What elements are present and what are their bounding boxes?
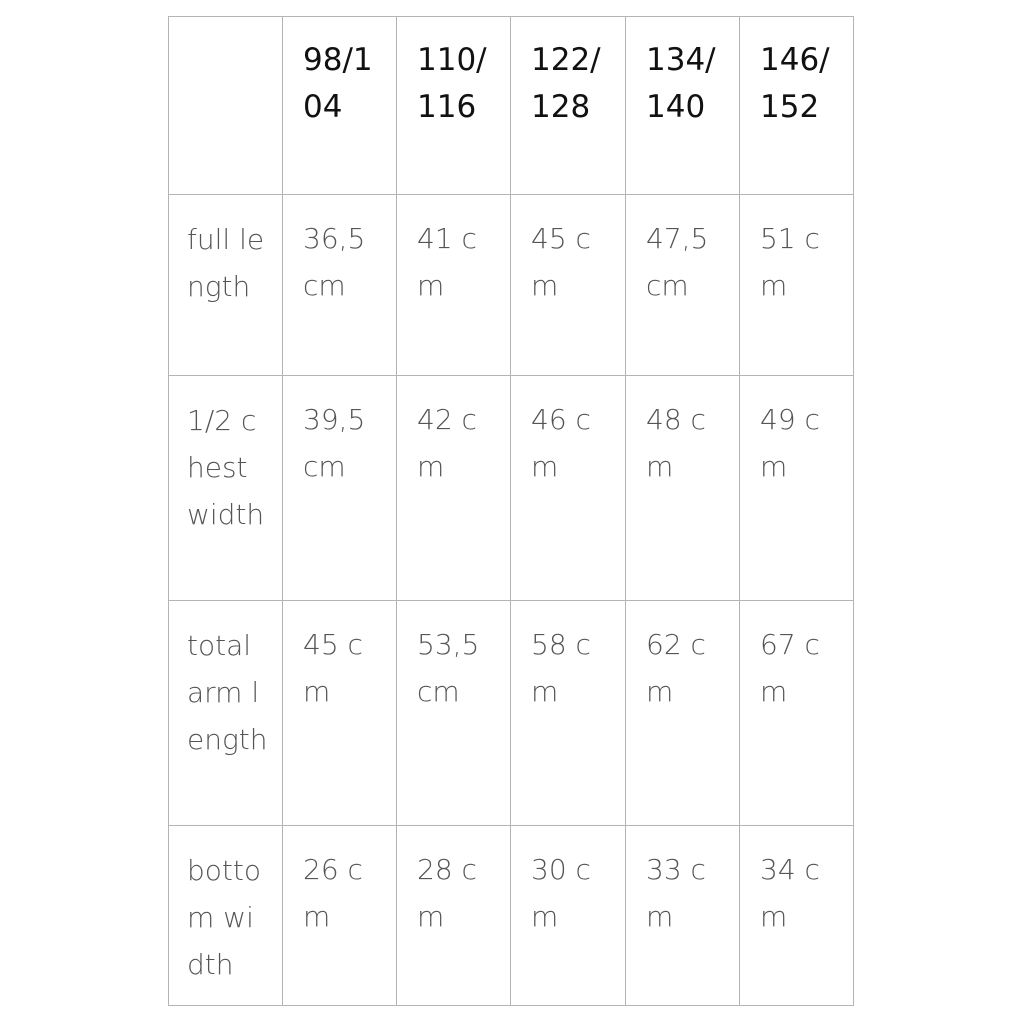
measurement-value: 28 cm bbox=[417, 853, 477, 933]
measurement-value: 51 cm bbox=[760, 222, 820, 302]
header-size-label: 134/140 bbox=[646, 42, 716, 125]
measurement-value: 62 cm bbox=[646, 628, 706, 708]
row-label: 1/2 chest width bbox=[187, 404, 265, 531]
row-label: total arm length bbox=[187, 629, 268, 756]
measurement-value: 67 cm bbox=[760, 628, 820, 708]
row-label-cell bbox=[169, 826, 283, 1006]
value-cell bbox=[397, 601, 511, 826]
table-row bbox=[169, 826, 854, 1006]
measurement-value: 33 cm bbox=[646, 853, 706, 933]
header-size-110-116 bbox=[397, 17, 511, 195]
measurement-value: 26 cm bbox=[303, 853, 363, 933]
row-label: bottom width bbox=[187, 854, 261, 981]
value-cell bbox=[626, 376, 740, 601]
header-size-146-152 bbox=[740, 17, 854, 195]
header-size-label: 146/152 bbox=[760, 42, 830, 125]
value-cell bbox=[511, 195, 626, 376]
header-size-label: 98/104 bbox=[303, 42, 373, 125]
measurement-value: 39,5 cm bbox=[303, 403, 366, 483]
measurement-value: 41 cm bbox=[417, 222, 477, 302]
value-cell bbox=[740, 601, 854, 826]
row-label-cell bbox=[169, 601, 283, 826]
value-cell bbox=[740, 376, 854, 601]
value-cell bbox=[511, 601, 626, 826]
table-row bbox=[169, 376, 854, 601]
header-size-122-128 bbox=[511, 17, 626, 195]
value-cell bbox=[511, 826, 626, 1006]
measurement-value: 49 cm bbox=[760, 403, 820, 483]
value-cell bbox=[511, 376, 626, 601]
measurement-value: 58 cm bbox=[531, 628, 591, 708]
value-cell bbox=[283, 826, 397, 1006]
measurement-value: 45 cm bbox=[303, 628, 363, 708]
value-cell bbox=[626, 601, 740, 826]
value-cell bbox=[626, 195, 740, 376]
header-size-label: 122/128 bbox=[531, 42, 601, 125]
size-chart-table bbox=[168, 16, 854, 1006]
measurement-value: 30 cm bbox=[531, 853, 591, 933]
measurement-value: 36,5 cm bbox=[303, 222, 366, 302]
value-cell bbox=[740, 195, 854, 376]
table-row bbox=[169, 601, 854, 826]
measurement-value: 45 cm bbox=[531, 222, 591, 302]
row-label: full length bbox=[187, 223, 265, 303]
measurement-value: 46 cm bbox=[531, 403, 591, 483]
measurement-value: 53,5 cm bbox=[417, 628, 480, 708]
measurement-value: 42 cm bbox=[417, 403, 477, 483]
value-cell bbox=[283, 601, 397, 826]
header-size-98-104 bbox=[283, 17, 397, 195]
measurement-value: 47,5 cm bbox=[646, 222, 709, 302]
value-cell bbox=[283, 376, 397, 601]
value-cell bbox=[397, 826, 511, 1006]
value-cell bbox=[397, 195, 511, 376]
table-row bbox=[169, 195, 854, 376]
value-cell bbox=[626, 826, 740, 1006]
header-size-134-140 bbox=[626, 17, 740, 195]
header-row bbox=[169, 17, 854, 195]
value-cell bbox=[740, 826, 854, 1006]
measurement-value: 48 cm bbox=[646, 403, 706, 483]
measurement-value: 34 cm bbox=[760, 853, 820, 933]
value-cell bbox=[397, 376, 511, 601]
header-size-label: 110/116 bbox=[417, 42, 487, 125]
header-corner-cell bbox=[169, 17, 283, 195]
row-label-cell bbox=[169, 376, 283, 601]
row-label-cell bbox=[169, 195, 283, 376]
value-cell bbox=[283, 195, 397, 376]
